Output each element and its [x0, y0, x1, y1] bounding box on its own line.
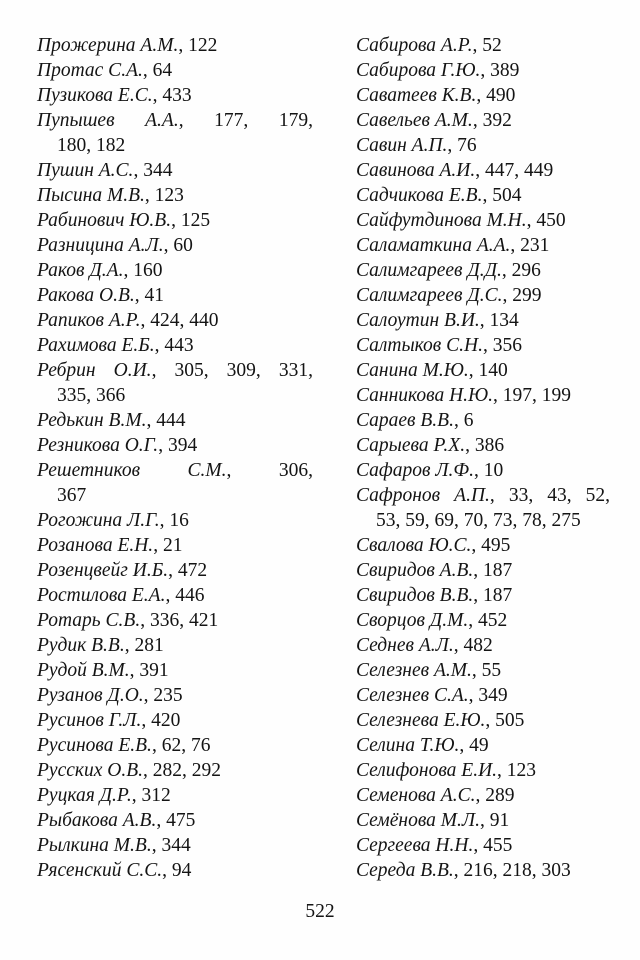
index-line [37, 308, 313, 333]
index-line [356, 83, 610, 108]
index-line [37, 208, 313, 233]
page-refs: , 60 [163, 235, 193, 256]
index-line [356, 58, 610, 83]
index-line [356, 183, 610, 208]
author-name: Селезнев А.М. [356, 660, 472, 681]
page-refs: 367 [57, 485, 87, 506]
author-name: Саламаткина А.А. [356, 235, 511, 256]
page-refs: , 6 [453, 410, 474, 431]
author-name: Семёнова М.Л. [356, 810, 480, 831]
index-line [37, 483, 313, 508]
author-name: Санникова Н.Ю. [356, 385, 494, 406]
author-name: Савин А.П. [356, 135, 448, 156]
author-name: Резникова О.Г. [37, 435, 159, 456]
page-refs: , 55 [471, 660, 502, 681]
index-line [37, 158, 313, 183]
page-refs: , 33, 43, 52, [489, 485, 610, 506]
author-name: Ротарь С.В. [37, 610, 141, 631]
page-refs: , 389 [480, 60, 520, 81]
page-refs: , 235 [143, 685, 183, 706]
page-refs: , 391 [129, 660, 169, 681]
page-refs: , 443 [154, 335, 194, 356]
page-refs: , 475 [156, 810, 196, 831]
author-name: Руцкая Д.Р. [37, 785, 132, 806]
page-refs: , 472 [168, 560, 208, 581]
page-refs: , 231 [510, 235, 550, 256]
page-refs: , 504 [482, 185, 522, 206]
page-refs: , 76 [447, 135, 477, 156]
page-refs: , 41 [134, 285, 164, 306]
index-line [37, 758, 313, 783]
author-name: Ребрин О.И. [37, 360, 152, 381]
author-name: Рудой В.М. [37, 660, 130, 681]
page-refs: , 452 [468, 610, 508, 631]
page-refs: 335, 366 [57, 385, 126, 406]
index-line [356, 383, 610, 408]
index-line [37, 58, 313, 83]
index-line [356, 433, 610, 458]
index-line [37, 708, 313, 733]
page-refs: , 394 [158, 435, 198, 456]
index-line [356, 358, 610, 383]
page-refs: 180, 182 [57, 135, 126, 156]
author-name: Розенцвейг И.Б. [37, 560, 169, 581]
author-name: Пузикова Е.С. [37, 85, 153, 106]
index-line [356, 408, 610, 433]
index-line [356, 333, 610, 358]
index-line [356, 758, 610, 783]
author-name: Рузанов Д.О. [37, 685, 144, 706]
index-line [37, 458, 313, 483]
index-line [356, 808, 610, 833]
index-line [37, 733, 313, 758]
author-name: Рясенский С.С. [37, 860, 163, 881]
index-line [356, 833, 610, 858]
index-line [356, 533, 610, 558]
index-line [356, 708, 610, 733]
author-name: Редькин В.М. [37, 410, 147, 431]
author-name: Ракова О.В. [37, 285, 135, 306]
index-line [356, 483, 610, 508]
author-name: Свиридов А.В. [356, 560, 474, 581]
page-refs: 53, 59, 69, 70, 73, 78, 275 [376, 510, 581, 531]
author-name: Рахимова Е.Б. [37, 335, 155, 356]
author-name: Селифонова Е.И. [356, 760, 498, 781]
author-name: Савинова А.И. [356, 160, 476, 181]
index-line [356, 633, 610, 658]
index-line [356, 583, 610, 608]
index-line [356, 33, 610, 58]
author-name: Сафаров Л.Ф. [356, 460, 474, 481]
index-line [37, 408, 313, 433]
author-name: Сабирова Г.Ю. [356, 60, 481, 81]
author-name: Пысина М.В. [37, 185, 145, 206]
author-name: Селезнев С.А. [356, 685, 469, 706]
index-line [356, 858, 610, 883]
page-refs: , 447, 449 [475, 160, 554, 181]
page-refs: , 289 [475, 785, 515, 806]
index-line [37, 133, 313, 158]
page-refs: , 16 [159, 510, 189, 531]
page-refs: , 123 [144, 185, 184, 206]
page-refs: , 392 [472, 110, 512, 131]
index-line [37, 558, 313, 583]
index-line [37, 808, 313, 833]
author-name: Салимгареев Д.Д. [356, 260, 502, 281]
index-line [356, 208, 610, 233]
index-line [37, 633, 313, 658]
page-refs: , 312 [131, 785, 171, 806]
index-line [356, 733, 610, 758]
page-refs: , 62, 76 [151, 735, 211, 756]
page-refs: , 187 [473, 585, 513, 606]
author-name: Селина Т.Ю. [356, 735, 460, 756]
index-line [356, 308, 610, 333]
index-line [37, 508, 313, 533]
author-name: Сафронов А.П. [356, 485, 490, 506]
author-name: Ростилова Е.А. [37, 585, 166, 606]
author-name: Прожерина А.М. [37, 35, 179, 56]
author-name: Селезнева Е.Ю. [356, 710, 486, 731]
index-line [356, 508, 610, 533]
index-line [37, 608, 313, 633]
author-name: Семенова А.С. [356, 785, 476, 806]
index-line [356, 108, 610, 133]
index-line [37, 683, 313, 708]
page-refs: , 444 [146, 410, 186, 431]
author-name: Савельев А.М. [356, 110, 473, 131]
author-name: Русинова Е.В. [37, 735, 152, 756]
index-line [37, 108, 313, 133]
page-refs: , 122 [178, 35, 218, 56]
page-refs: , 52 [472, 35, 502, 56]
page-refs: , 336, 421 [140, 610, 219, 631]
author-name: Сворцов Д.М. [356, 610, 469, 631]
author-name: Рылкина М.В. [37, 835, 152, 856]
author-name: Русских О.В. [37, 760, 144, 781]
index-line [356, 233, 610, 258]
page-refs: , 299 [502, 285, 542, 306]
author-name: Разницина А.Л. [37, 235, 164, 256]
index-line [37, 258, 313, 283]
author-name: Сайфутдинова М.Н. [356, 210, 527, 231]
author-name: Розанова Е.Н. [37, 535, 154, 556]
index-line [356, 608, 610, 633]
author-name: Свиридов В.В. [356, 585, 474, 606]
page-refs: , 282, 292 [143, 760, 222, 781]
author-name: Протас С.А. [37, 60, 143, 81]
index-line [37, 358, 313, 383]
index-line [37, 533, 313, 558]
page-refs: , 197, 199 [493, 385, 572, 406]
index-line [37, 833, 313, 858]
author-name: Садчикова Е.В. [356, 185, 483, 206]
page-refs: , 296 [501, 260, 541, 281]
author-name: Рудик В.В. [37, 635, 125, 656]
author-name: Рабинович Ю.В. [37, 210, 172, 231]
author-name: Пупышев А.А. [37, 110, 179, 131]
page-refs: , 455 [473, 835, 513, 856]
index-line [356, 258, 610, 283]
index-line [37, 658, 313, 683]
index-line [37, 83, 313, 108]
author-name: Салоутин В.И. [356, 310, 480, 331]
author-name: Раков Д.А. [37, 260, 124, 281]
page-refs: , 177, 179, [178, 110, 314, 131]
author-name: Салимгареев Д.С. [356, 285, 503, 306]
index-line [37, 183, 313, 208]
index-line [37, 383, 313, 408]
author-name: Русинов Г.Л. [37, 710, 142, 731]
page-refs: , 10 [473, 460, 504, 481]
index-line [37, 333, 313, 358]
page-refs: , 140 [468, 360, 508, 381]
page-refs: , 160 [123, 260, 163, 281]
page-refs: , 446 [165, 585, 205, 606]
index-line [37, 783, 313, 808]
index-line [356, 658, 610, 683]
index-line [356, 133, 610, 158]
author-name: Свалова Ю.С. [356, 535, 472, 556]
index-column-left [37, 33, 313, 883]
page-refs: , 187 [473, 560, 513, 581]
index-line [356, 683, 610, 708]
author-name: Середа В.В. [356, 860, 454, 881]
author-name: Саватеев К.В. [356, 85, 477, 106]
author-name: Сарыева Р.Х. [356, 435, 466, 456]
page-refs: , 134 [479, 310, 519, 331]
index-line [37, 33, 313, 58]
author-name: Сараев В.В. [356, 410, 454, 431]
page-refs: , 420 [141, 710, 181, 731]
page-refs: , 344 [133, 160, 173, 181]
author-name: Рапиков А.Р. [37, 310, 141, 331]
page-refs: , 123 [497, 760, 537, 781]
page-refs: , 216, 218, 303 [453, 860, 571, 881]
author-name: Седнев А.Л. [356, 635, 454, 656]
page-refs: , 125 [171, 210, 211, 231]
page-refs: , 49 [459, 735, 489, 756]
index-line [37, 283, 313, 308]
page-refs: , 505 [485, 710, 525, 731]
index-line [356, 458, 610, 483]
page-refs: , 356 [483, 335, 522, 356]
page-refs: , 495 [471, 535, 511, 556]
index-column-right [356, 33, 610, 883]
author-name: Санина М.Ю. [356, 360, 469, 381]
index-line [37, 858, 313, 883]
page-refs: , 305, 309, 331, [151, 360, 313, 381]
page-number: 522 [305, 901, 335, 922]
page-refs: , 94 [162, 860, 192, 881]
author-name: Салтыков С.Н. [356, 335, 483, 356]
page-refs: , 490 [476, 85, 516, 106]
page-refs: , 386 [465, 435, 505, 456]
index-line [356, 558, 610, 583]
page-refs: , 344 [151, 835, 191, 856]
index-line [37, 233, 313, 258]
page-refs: , 349 [468, 685, 508, 706]
page-refs: , 64 [142, 60, 173, 81]
index-line [356, 283, 610, 308]
index-line [356, 783, 610, 808]
page-refs: , 433 [152, 85, 192, 106]
index-line [37, 583, 313, 608]
index-line [37, 433, 313, 458]
author-name: Пушин А.С. [37, 160, 134, 181]
page-refs: , 450 [526, 210, 566, 231]
author-name: Рыбакова А.В. [37, 810, 157, 831]
author-name: Сабирова А.Р. [356, 35, 473, 56]
index-line [356, 158, 610, 183]
author-name: Сергеева Н.Н. [356, 835, 474, 856]
page-refs: , 281 [124, 635, 164, 656]
author-name: Рогожина Л.Г. [37, 510, 160, 531]
page-refs: , 21 [153, 535, 183, 556]
page-refs: , 482 [453, 635, 493, 656]
author-name: Решетников С.М. [37, 460, 227, 481]
page-refs: , 424, 440 [140, 310, 219, 331]
page-refs: , 91 [480, 810, 510, 831]
page-refs: , 306, [226, 460, 313, 481]
